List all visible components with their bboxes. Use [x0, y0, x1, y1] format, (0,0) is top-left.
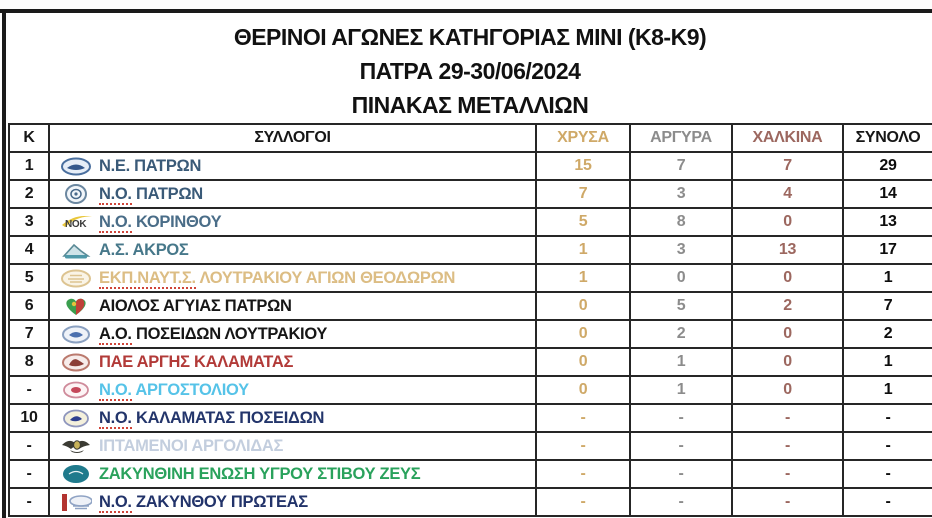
club-logo-icon	[60, 408, 92, 428]
bronze-cell: 7	[732, 152, 843, 180]
title-location-date: ΠΑΤΡΑ 29-30/06/2024	[359, 58, 581, 84]
rank-cell: -	[9, 376, 49, 404]
bronze-cell: 0	[732, 348, 843, 376]
club-cell	[49, 208, 536, 236]
total-cell: 29	[843, 152, 932, 180]
bronze-cell: -	[732, 432, 843, 460]
silver-cell: 5	[630, 292, 732, 320]
club-name: Ν.Ο. ΖΑΚΥΝΘΟΥ ΠΡΩΤΕΑΣ	[99, 492, 308, 511]
club-cell	[49, 320, 536, 348]
club-name: ΙΠΤΑΜΕΝΟΙ ΑΡΓΟΛΙΔΑΣ	[99, 436, 284, 455]
table-row	[9, 208, 932, 236]
bronze-cell: 2	[732, 292, 843, 320]
total-cell: -	[843, 488, 932, 516]
gold-cell: 5	[536, 208, 630, 236]
silver-cell: 8	[630, 208, 732, 236]
total-cell: 2	[843, 320, 932, 348]
rank-cell: -	[9, 432, 49, 460]
svg-text:ΝΟΚ: ΝΟΚ	[65, 219, 87, 230]
total-cell: 7	[843, 292, 932, 320]
total-cell: -	[843, 460, 932, 488]
gold-cell: -	[536, 404, 630, 432]
club-cell	[49, 376, 536, 404]
silver-cell: 7	[630, 152, 732, 180]
bronze-cell: 0	[732, 320, 843, 348]
silver-cell: -	[630, 488, 732, 516]
header-silver: ΑΡΓΥΡΑ	[630, 124, 732, 152]
total-cell: 14	[843, 180, 932, 208]
club-cell	[49, 292, 536, 320]
header-bronze: ΧΑΛΚΙΝΑ	[732, 124, 843, 152]
header-gold: ΧΡΥΣΑ	[536, 124, 630, 152]
club-name: Ν.Ε. ΠΑΤΡΩΝ	[99, 156, 202, 175]
silver-cell: -	[630, 460, 732, 488]
total-cell: 13	[843, 208, 932, 236]
club-logo-icon	[60, 296, 92, 316]
gold-cell: 0	[536, 348, 630, 376]
table-row	[9, 376, 932, 404]
table-row	[9, 180, 932, 208]
club-name: Ν.Ο. ΚΟΡΙΝΘΟΥ	[99, 212, 222, 231]
gold-cell: 1	[536, 264, 630, 292]
club-name: Ν.Ο. ΑΡΓΟΣΤΟΛΙΟΥ	[99, 380, 249, 399]
club-cell	[49, 404, 536, 432]
table-row	[9, 432, 932, 460]
gold-cell: -	[536, 432, 630, 460]
table-row	[9, 348, 932, 376]
silver-cell: -	[630, 404, 732, 432]
silver-cell: 1	[630, 348, 732, 376]
rank-cell: 2	[9, 180, 49, 208]
club-logo-icon	[60, 492, 92, 512]
gold-cell: 0	[536, 376, 630, 404]
bronze-cell: 13	[732, 236, 843, 264]
rank-cell: 1	[9, 152, 49, 180]
club-logo-icon	[60, 184, 92, 204]
bronze-cell: -	[732, 404, 843, 432]
rank-cell: 6	[9, 292, 49, 320]
silver-cell: 3	[630, 180, 732, 208]
table-row	[9, 488, 932, 516]
rank-cell: 8	[9, 348, 49, 376]
gold-cell: 1	[536, 236, 630, 264]
club-name: ΕΚΠ.ΝΑΥΤ.Σ. ΛΟΥΤΡΑΚΙΟΥ ΑΓΙΩΝ ΘΕΟΔΩΡΩΝ	[99, 268, 456, 287]
rank-cell: 3	[9, 208, 49, 236]
bronze-cell: 0	[732, 264, 843, 292]
medal-table	[8, 123, 932, 517]
header-clubs: ΣΥΛΛΟΓΟΙ	[49, 124, 536, 152]
document-title-block	[8, 13, 932, 122]
header-total: ΣΥΝΟΛΟ	[843, 124, 932, 152]
club-cell	[49, 460, 536, 488]
club-logo-icon	[60, 436, 92, 456]
club-cell	[49, 264, 536, 292]
rank-cell: -	[9, 488, 49, 516]
silver-cell: 2	[630, 320, 732, 348]
club-cell	[49, 348, 536, 376]
medal-table-body	[9, 152, 932, 516]
club-name: ΖΑΚΥΝΘΙΝΗ ΕΝΩΣΗ ΥΓΡΟΥ ΣΤΙΒΟΥ ΖΕΥΣ	[99, 464, 421, 483]
table-row	[9, 236, 932, 264]
rank-cell: 5	[9, 264, 49, 292]
bronze-cell: 0	[732, 376, 843, 404]
title-event: ΘΕΡΙΝΟΙ ΑΓΩΝΕΣ ΚΑΤΗΓΟΡΙΑΣ ΜΙΝΙ (Κ8-Κ9)	[233, 24, 707, 50]
document-page	[8, 13, 932, 518]
gold-cell: 0	[536, 320, 630, 348]
gold-cell: -	[536, 460, 630, 488]
gold-cell: 0	[536, 292, 630, 320]
bronze-cell: 0	[732, 208, 843, 236]
silver-cell: 3	[630, 236, 732, 264]
club-name: Ν.Ο. ΚΑΛΑΜΑΤΑΣ ΠΟΣΕΙΔΩΝ	[99, 408, 325, 427]
header-rank: Κ	[9, 124, 49, 152]
rank-cell: 4	[9, 236, 49, 264]
club-logo-icon	[60, 352, 92, 372]
club-cell	[49, 236, 536, 264]
bronze-cell: -	[732, 460, 843, 488]
club-cell	[49, 432, 536, 460]
rank-cell: -	[9, 460, 49, 488]
silver-cell: -	[630, 432, 732, 460]
club-logo-icon	[60, 324, 92, 344]
club-cell	[49, 180, 536, 208]
page-frame-left-border	[2, 9, 6, 518]
total-cell: 1	[843, 376, 932, 404]
bronze-cell: 4	[732, 180, 843, 208]
medal-table-header-row	[9, 124, 932, 152]
rank-cell: 7	[9, 320, 49, 348]
total-cell: 17	[843, 236, 932, 264]
club-cell	[49, 488, 536, 516]
table-row	[9, 404, 932, 432]
total-cell: 1	[843, 264, 932, 292]
gold-cell: 15	[536, 152, 630, 180]
club-logo-icon	[60, 268, 92, 288]
table-row	[9, 460, 932, 488]
club-logo-icon	[60, 380, 92, 400]
gold-cell: -	[536, 488, 630, 516]
club-name: ΑΙΟΛΟΣ ΑΓΥΙΑΣ ΠΑΤΡΩΝ	[99, 296, 292, 315]
title-medal-table: ΠΙΝΑΚΑΣ ΜΕΤΑΛΛΙΩΝ	[351, 92, 589, 118]
table-row	[9, 320, 932, 348]
total-cell: -	[843, 404, 932, 432]
club-logo-icon	[60, 464, 92, 484]
table-row	[9, 152, 932, 180]
club-name: Ν.Ο. ΠΑΤΡΩΝ	[99, 184, 203, 203]
club-name: ΠΑΕ ΑΡΓΗΣ ΚΑΛΑΜΑΤΑΣ	[99, 352, 294, 371]
silver-cell: 1	[630, 376, 732, 404]
club-logo-icon	[60, 212, 92, 232]
silver-cell: 0	[630, 264, 732, 292]
total-cell: 1	[843, 348, 932, 376]
club-name: Α.Σ. ΑΚΡΟΣ	[99, 240, 189, 259]
club-logo-icon	[60, 156, 92, 176]
club-name: Α.Ο. ΠΟΣΕΙΔΩΝ ΛΟΥΤΡΑΚΙΟΥ	[99, 324, 328, 343]
gold-cell: 7	[536, 180, 630, 208]
total-cell: -	[843, 432, 932, 460]
table-row	[9, 264, 932, 292]
club-cell	[49, 152, 536, 180]
table-row	[9, 292, 932, 320]
bronze-cell: -	[732, 488, 843, 516]
rank-cell: 10	[9, 404, 49, 432]
club-logo-icon	[60, 240, 92, 260]
